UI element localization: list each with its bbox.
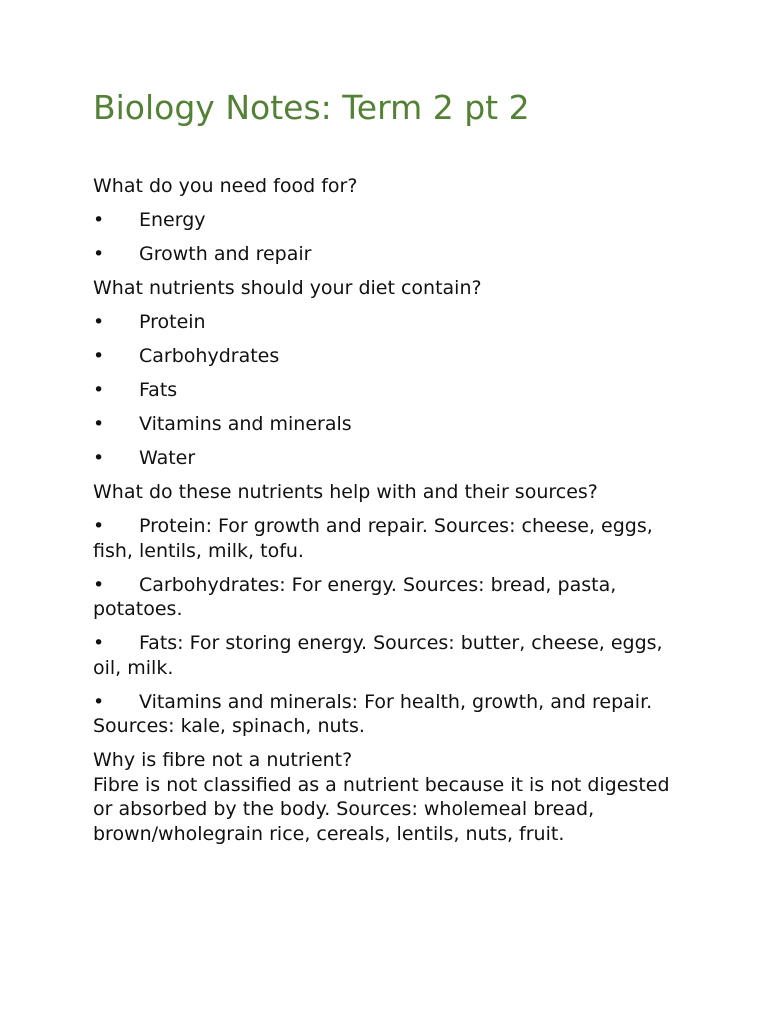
bullet-icon: • xyxy=(93,632,105,654)
question-nutrients: What nutrients should your diet contain? xyxy=(93,277,482,299)
question-sources: What do these nutrients help with and their sources? xyxy=(93,481,598,503)
bullet-icon: • xyxy=(93,447,105,469)
document-title: Biology Notes: Term 2 pt 2 xyxy=(93,88,530,127)
bullet-icon: • xyxy=(93,311,105,333)
list-item xyxy=(93,514,673,563)
answer-fibre: Fibre is not classified as a nutrient because it is not digested or absorbed by the body. Sources: wholemeal bread, brown/wholegrain rice, cereals, lentils, nuts, fruit. xyxy=(93,773,670,845)
list-item-text: Growth and repair xyxy=(139,243,312,265)
bullet-icon: • xyxy=(93,515,105,537)
list-item xyxy=(93,573,673,622)
question-fibre: Why is fibre not a nutrient? xyxy=(93,749,353,771)
document-body xyxy=(93,174,673,846)
list-item-text: Water xyxy=(139,447,196,469)
list-item xyxy=(93,446,673,471)
list-item-text: Energy xyxy=(139,209,206,231)
list-item xyxy=(93,344,673,369)
list-item xyxy=(93,412,673,437)
document-page xyxy=(93,86,673,846)
bullet-icon: • xyxy=(93,345,105,367)
list-item-text: Protein xyxy=(139,311,206,333)
bullet-icon: • xyxy=(93,690,105,713)
list-item xyxy=(93,631,673,680)
bullet-icon: • xyxy=(93,573,105,596)
bullet-icon: • xyxy=(93,413,105,435)
list-item xyxy=(93,208,673,233)
list-item xyxy=(93,690,673,739)
list-item-text: Carbohydrates xyxy=(139,345,280,367)
list-item-text: Protein: For growth and repair. Sources: cheese, eggs, fish, lentils, milk, tofu. xyxy=(93,515,653,562)
list-item xyxy=(93,310,673,335)
list-item xyxy=(93,242,673,267)
list-item-text: Fats: For storing energy. Sources: butter, cheese, eggs, oil, milk. xyxy=(93,632,663,679)
list-item-text: Fats xyxy=(139,379,178,401)
list-item-text: Vitamins and minerals xyxy=(139,413,352,435)
list-item-text: Carbohydrates: For energy. Sources: bread, pasta, potatoes. xyxy=(93,573,617,620)
bullet-icon: • xyxy=(93,243,105,265)
bullet-icon: • xyxy=(93,379,105,401)
list-item xyxy=(93,378,673,403)
question-food: What do you need food for? xyxy=(93,175,358,197)
list-item-text: Vitamins and minerals: For health, growth, and repair. Sources: kale, spinach, nuts. xyxy=(93,690,653,737)
bullet-icon: • xyxy=(93,209,105,231)
